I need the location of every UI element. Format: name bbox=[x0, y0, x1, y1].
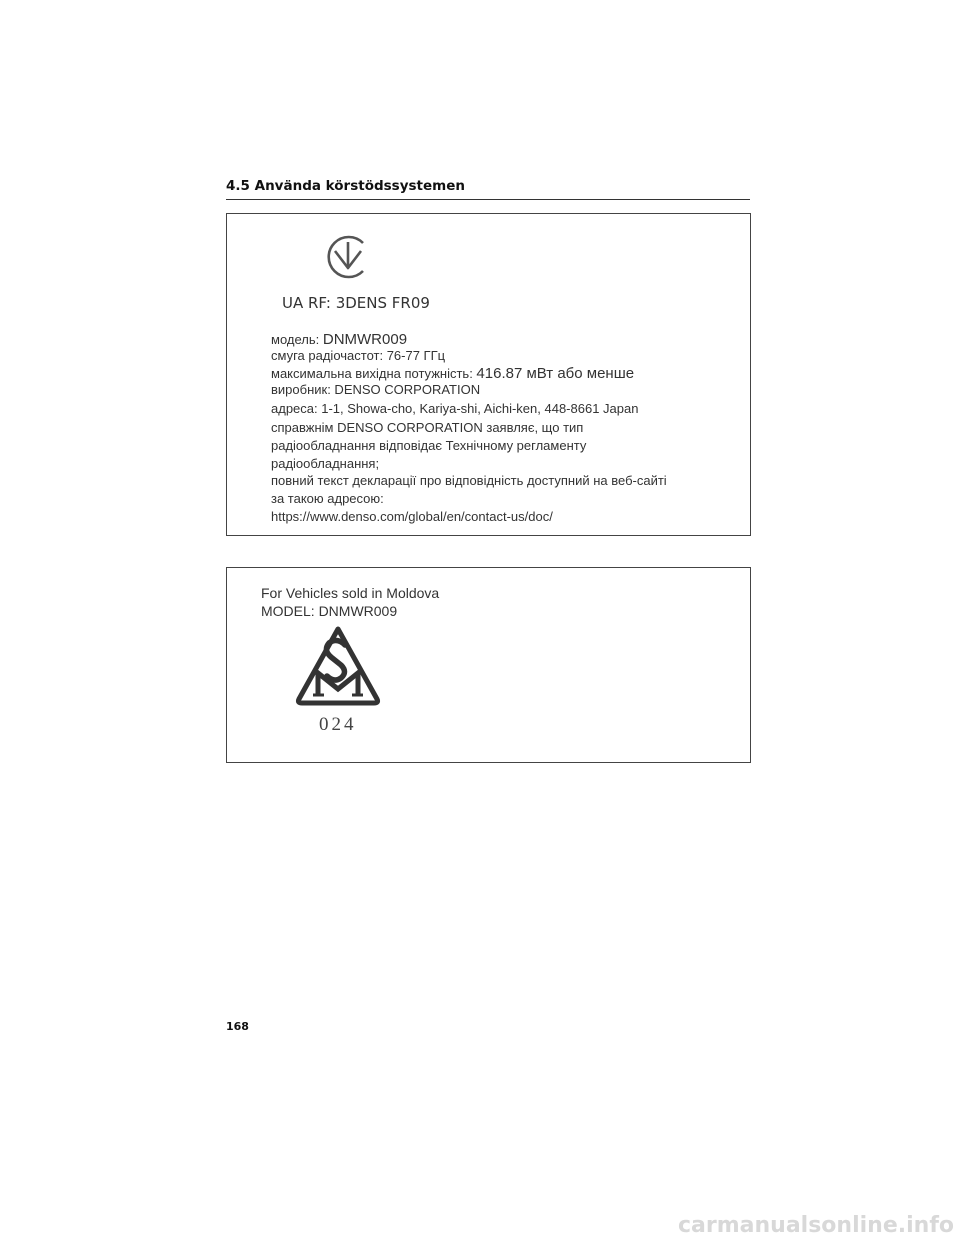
max-power-label: максимальна вихідна потужність: bbox=[271, 366, 477, 381]
declaration-url: https://www.denso.com/global/en/contact-us/doc/ bbox=[271, 509, 553, 524]
model-label: модель: bbox=[271, 332, 323, 347]
model-value: DNMWR009 bbox=[322, 331, 408, 348]
model-line bbox=[271, 331, 407, 348]
section-title: 4.5 Använda körstödssystemen bbox=[226, 178, 750, 200]
declaration-line-2: радіообладнання відповідає Технічному регламенту bbox=[271, 438, 587, 453]
sm-conformity-mark-icon bbox=[293, 623, 383, 708]
declaration-prefix: справжнім bbox=[271, 420, 338, 435]
max-power-line bbox=[271, 365, 634, 382]
watermark: carmanualsonline.info bbox=[678, 1213, 954, 1238]
declaration-line-1 bbox=[271, 420, 583, 435]
address-line: адреса: 1-1, Showa-cho, Kariya-shi, Aichi-ken, 448-8661 Japan bbox=[271, 401, 639, 416]
page-number: 168 bbox=[226, 1020, 249, 1033]
declaration-line-3: радіообладнання; bbox=[271, 456, 380, 471]
declaration-company: DENSO CORPORATION bbox=[337, 420, 483, 435]
declaration-suffix: заявляє, що тип bbox=[482, 420, 584, 435]
ua-rf-label: UA RF: 3DENS FR09 bbox=[282, 294, 430, 312]
moldova-certification-box bbox=[226, 567, 751, 763]
declaration-line-4: повний текст декларації про відповідність доступний на веб-сайті bbox=[271, 473, 667, 488]
max-power-value: 416.87 мВт або менше bbox=[476, 365, 635, 382]
ua-certification-box bbox=[226, 213, 751, 536]
sm-mark-code: 024 bbox=[319, 714, 357, 735]
ua-conformity-mark-icon bbox=[323, 232, 373, 282]
moldova-model-line: MODEL: DNMWR009 bbox=[261, 603, 398, 619]
frequency-band-line: смуга радіочастот: 76-77 ГГц bbox=[271, 348, 446, 363]
declaration-line-5: за такою адресою: bbox=[271, 491, 384, 506]
manufacturer-line: виробник: DENSO CORPORATION bbox=[271, 382, 481, 397]
moldova-vehicles-line: For Vehicles sold in Moldova bbox=[261, 585, 440, 601]
